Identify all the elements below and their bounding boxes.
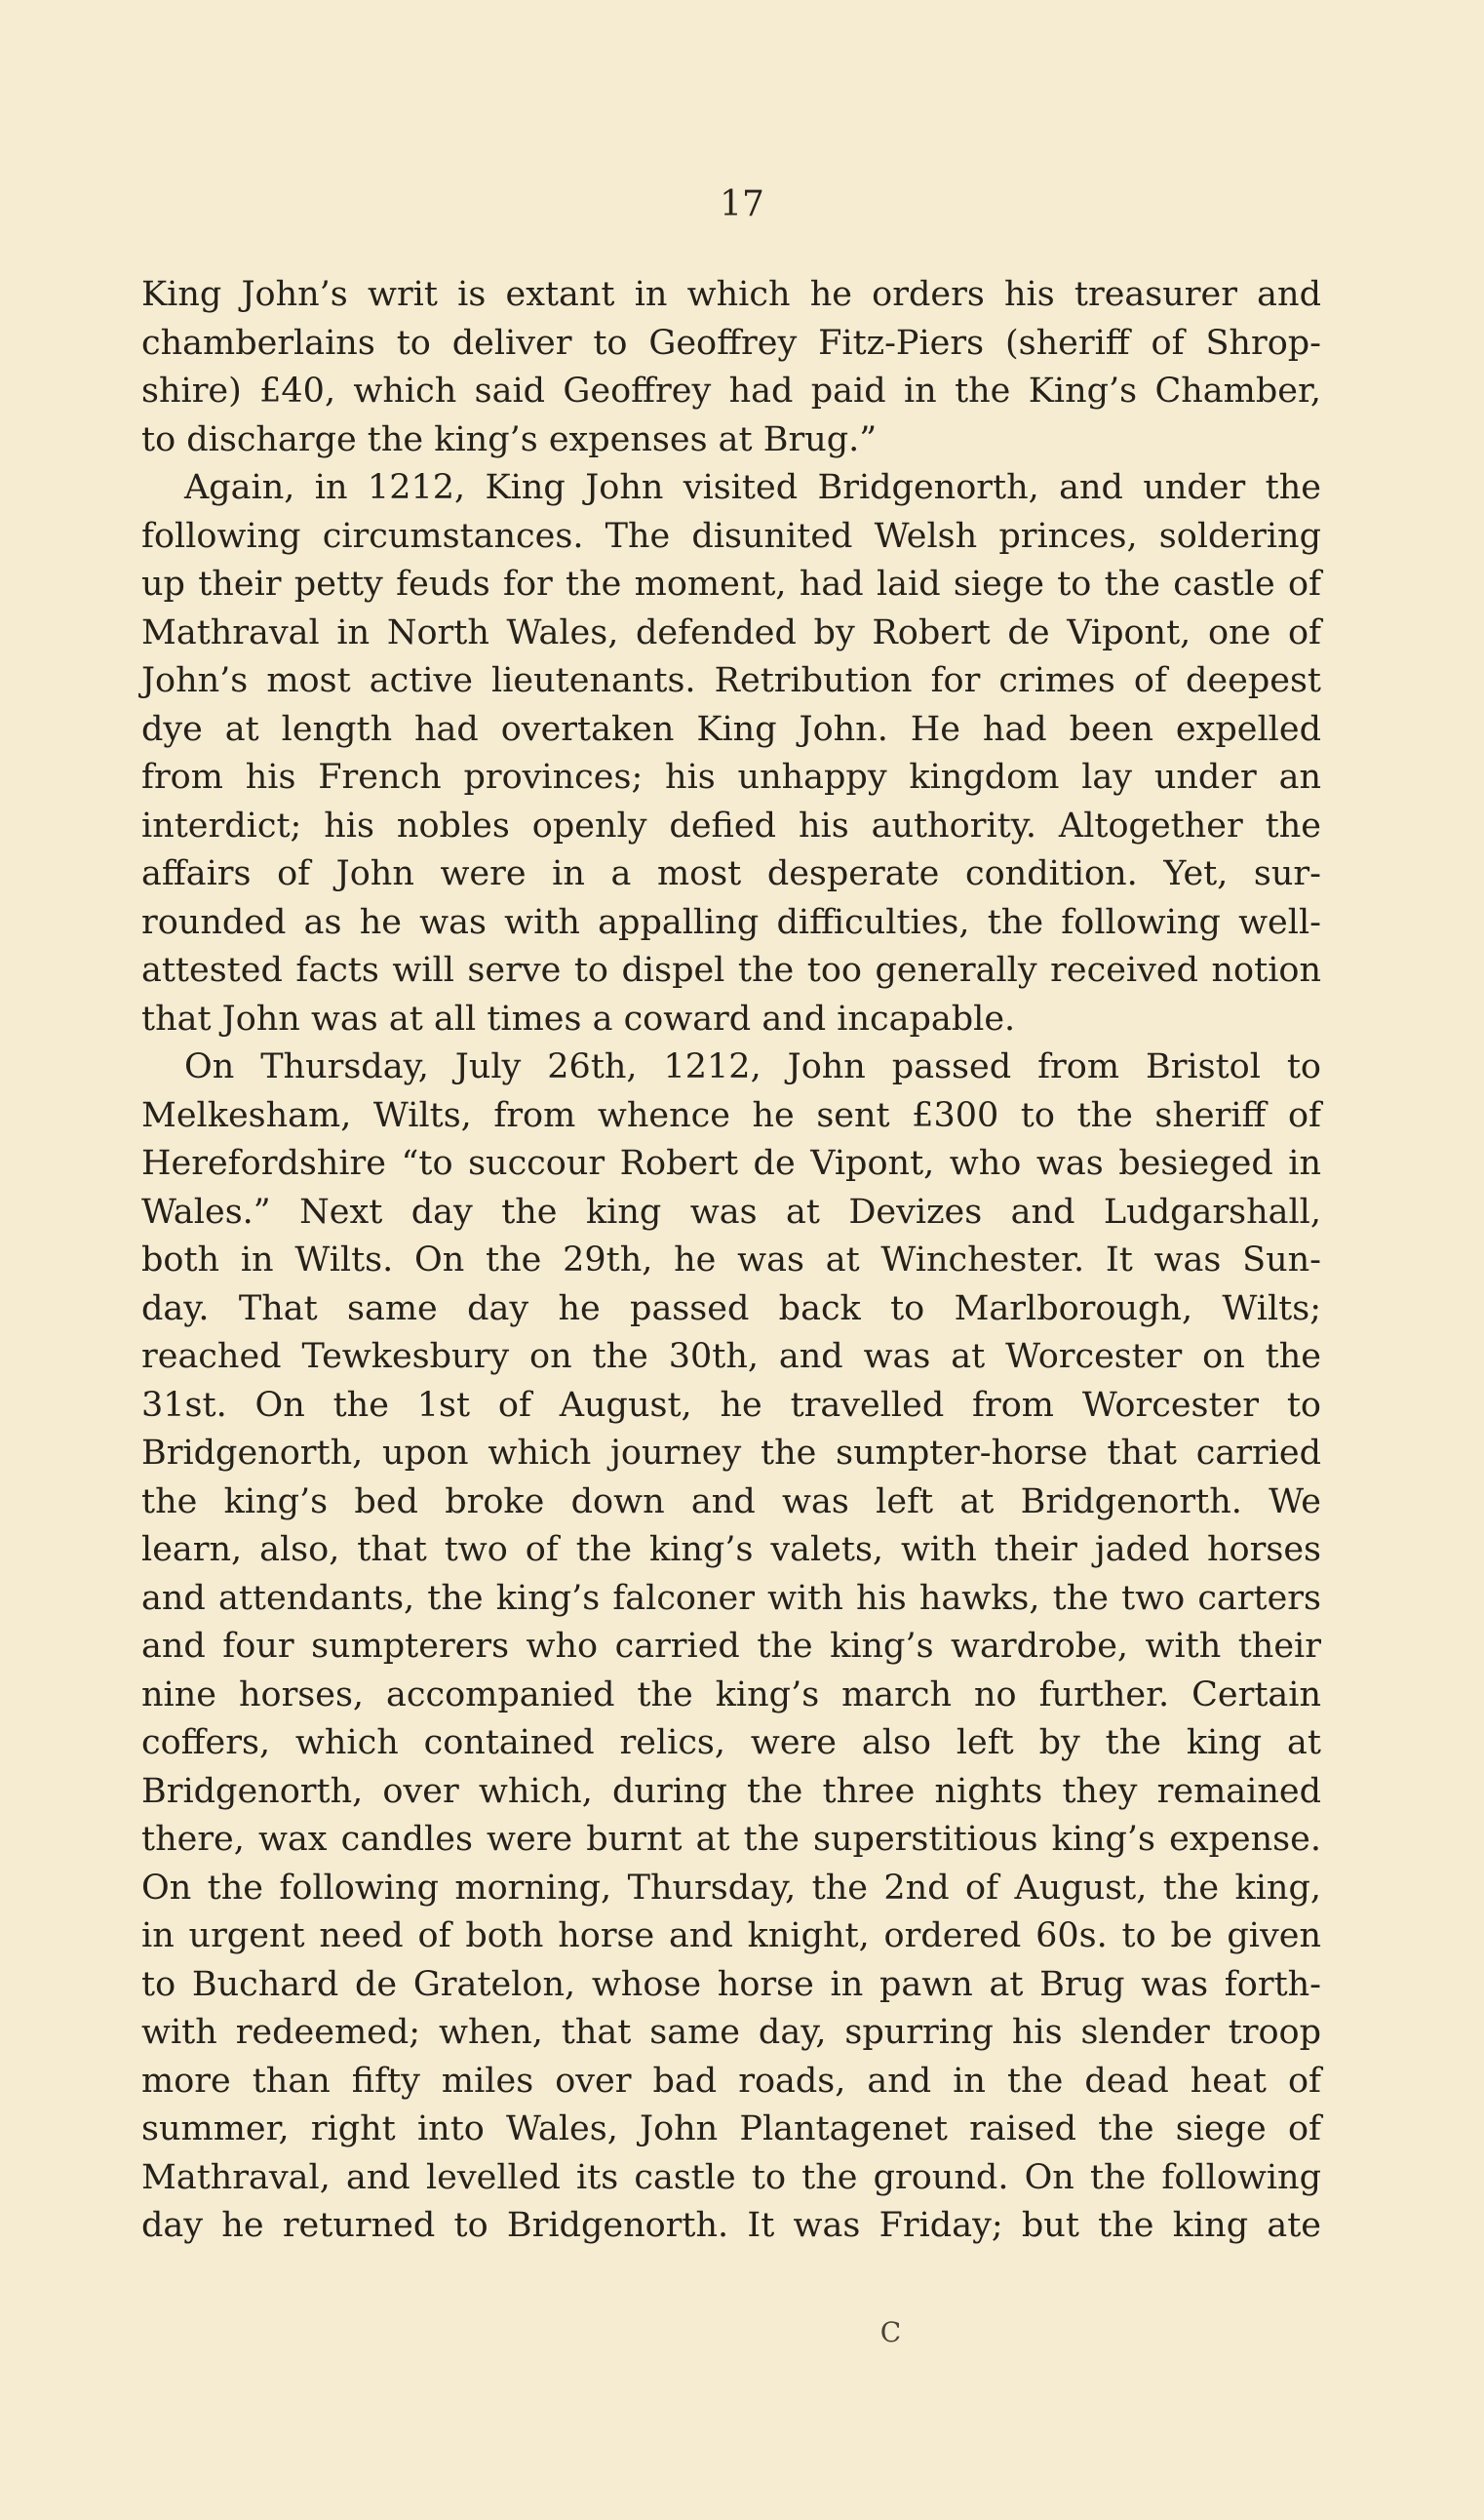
text-line: and attendants, the king’s falconer with his hawks, the two carters [141, 1578, 1321, 1618]
text-line: chamberlains to deliver to Geoffrey Fitz-Piers (sheriff of Shrop- [141, 323, 1321, 363]
text-line: coffers, which contained relics, were also left by the king at [141, 1723, 1321, 1762]
text-line: that John was at all times a coward and incapable. [141, 999, 1016, 1039]
text-line: John’s most active lieutenants. Retribution for crimes of deepest [141, 661, 1321, 700]
text-line: with redeemed; when, that same day, spurring his slender troop [141, 2013, 1321, 2052]
text-line: 31st. On the 1st of August, he travelled from Worcester to [141, 1385, 1321, 1425]
text-line: shire) £40, which said Geoffrey had paid in the King’s Chamber, [141, 372, 1321, 411]
body-text [141, 271, 1321, 2251]
text-line: to Buchard de Gratelon, whose horse in pawn at Brug was forth- [141, 1964, 1321, 2004]
text-line: Wales.” Next day the king was at Devizes and Ludgarshall, [141, 1192, 1321, 1232]
text-line: Melkesham, Wilts, from whence he sent £300 to the sheriff of [141, 1095, 1321, 1135]
text-line: and four sumpterers who carried the king’s wardrobe, with their [141, 1627, 1321, 1666]
text-line: following circumstances. The disunited Welsh princes, soldering [141, 516, 1321, 556]
text-line: reached Tewkesbury on the 30th, and was at Worcester on the [141, 1337, 1321, 1376]
text-line: interdict; his nobles openly defied his authority. Altogether the [141, 806, 1321, 846]
text-line: Mathraval in North Wales, defended by Robert de Vipont, one of [141, 612, 1321, 652]
text-line: more than fifty miles over bad roads, and in the dead heat of [141, 2061, 1321, 2101]
text-line: learn, also, that two of the king’s valets, with their jaded horses [141, 1530, 1321, 1569]
text-line: up their petty feuds for the moment, had laid siege to the castle of [141, 565, 1321, 604]
text-line: affairs of John were in a most desperate condition. Yet, sur- [141, 854, 1321, 893]
text-line: rounded as he was with appalling difficulties, the following well- [141, 902, 1321, 942]
text-line: dye at length had overtaken King John. He had been expelled [141, 709, 1321, 749]
text-line: from his French provinces; his unhappy kingdom lay under an [141, 758, 1321, 797]
text-line: nine horses, accompanied the king’s march no further. Certain [141, 1674, 1321, 1714]
text-line: Bridgenorth, upon which journey the sumpter-horse that carried [141, 1434, 1321, 1473]
text-line: King John’s writ is extant in which he orders his treasurer and [141, 275, 1321, 314]
text-line: both in Wilts. On the 29th, he was at Winchester. It was Sun- [141, 1240, 1321, 1280]
page-number: 17 [720, 184, 764, 224]
text-line: day he returned to Bridgenorth. It was Friday; but the king ate [141, 2206, 1321, 2245]
text-line: day. That same day he passed back to Marlborough, Wilts; [141, 1288, 1321, 1328]
text-line: Herefordshire “to succour Robert de Vipont, who was besieged in [141, 1144, 1321, 1183]
text-line: the king’s bed broke down and was left at Bridgenorth. We [141, 1481, 1321, 1521]
text-line: there, wax candles were burnt at the superstitious king’s expense. [141, 1820, 1321, 1859]
text-line: Mathraval, and levelled its castle to the ground. On the following [141, 2157, 1321, 2197]
text-line: On Thursday, July 26th, 1212, John passed from Bristol to [184, 1047, 1321, 1086]
text-line: in urgent need of both horse and knight, ordered 60s. to be given [141, 1916, 1321, 1955]
text-line: attested facts will serve to dispel the too generally received notion [141, 951, 1321, 990]
text-line: Bridgenorth, over which, during the three nights they remained [141, 1771, 1321, 1811]
text-line: summer, right into Wales, John Plantagenet raised the siege of [141, 2109, 1321, 2148]
text-line: to discharge the king’s expenses at Brug.” [141, 419, 878, 459]
signature-mark: C [879, 2316, 902, 2348]
text-line: On the following morning, Thursday, the 2nd of August, the king, [141, 1868, 1321, 1908]
text-line: Again, in 1212, King John visited Bridgenorth, and under the [184, 468, 1321, 507]
